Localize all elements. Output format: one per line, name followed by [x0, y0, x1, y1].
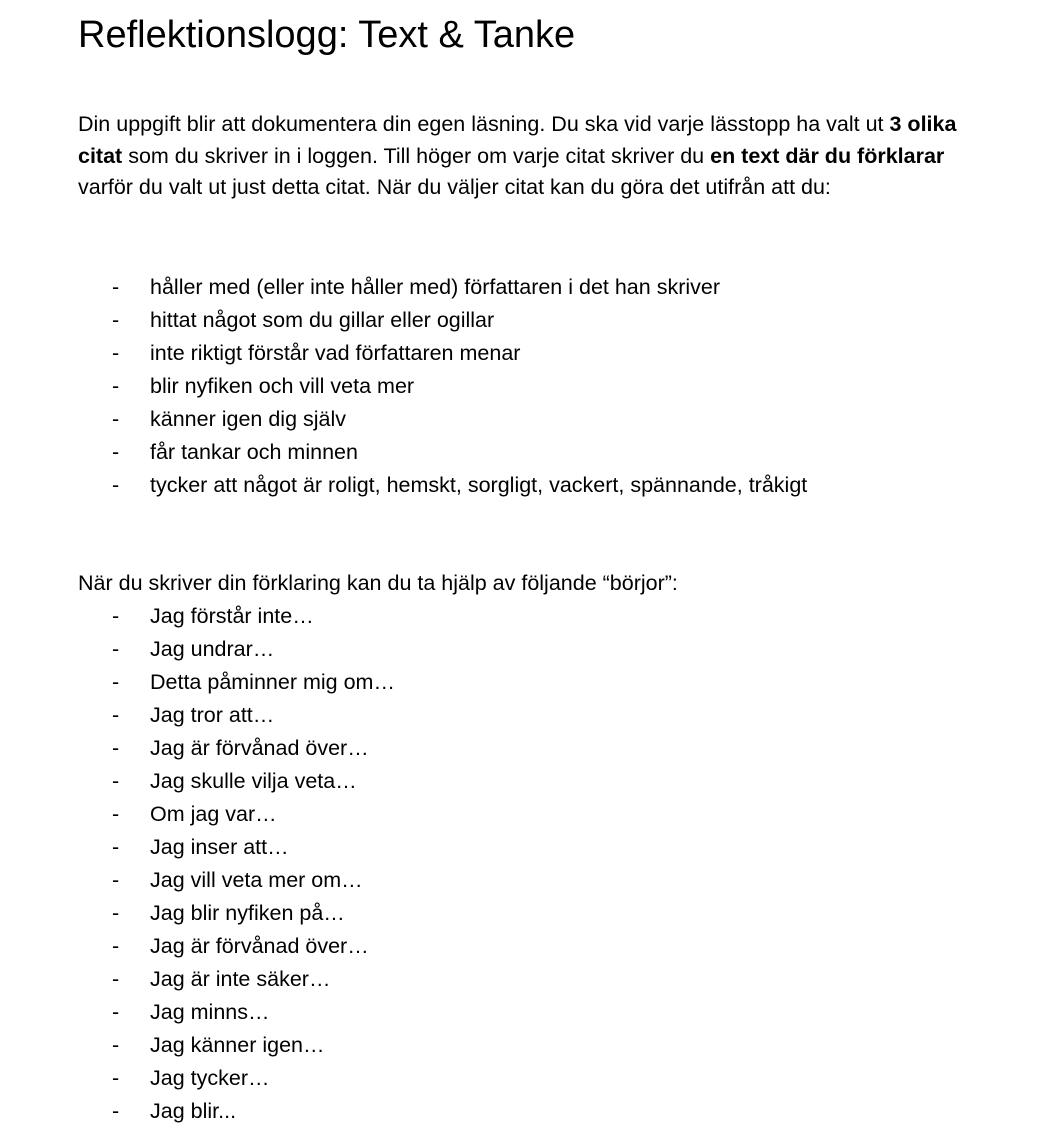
- list-bullet: -: [112, 604, 120, 628]
- reason-item-text: hittat något som du gillar eller ogillar: [150, 308, 495, 332]
- list-bullet: -: [112, 703, 120, 727]
- list-bullet: -: [112, 407, 120, 431]
- starter-item-text: Jag blir...: [150, 1099, 237, 1123]
- intro-paragraph: [78, 109, 988, 204]
- list-bullet: -: [112, 835, 120, 859]
- starter-item-text: Jag inser att…: [150, 835, 289, 859]
- intro-bold-citations: 3 olika citat: [78, 112, 957, 168]
- list-bullet: -: [112, 967, 120, 991]
- starter-item-text: Detta påminner mig om…: [150, 670, 395, 694]
- reason-item-text: får tankar och minnen: [150, 440, 358, 464]
- starter-item-text: Jag känner igen…: [150, 1033, 325, 1057]
- reason-item-text: inte riktigt förstår vad författaren menar: [150, 341, 521, 365]
- starter-item-text: Jag skulle vilja veta…: [150, 769, 357, 793]
- list-bullet: -: [112, 934, 120, 958]
- reason-item-text: håller med (eller inte håller med) författaren i det han skriver: [150, 275, 721, 299]
- starter-item-text: Jag undrar…: [150, 637, 275, 661]
- starter-item-text: Om jag var…: [150, 802, 277, 826]
- list-bullet: -: [112, 901, 120, 925]
- intro-text-2: som du skriver in i loggen. Till höger om varje citat skriver du: [122, 143, 711, 168]
- list-bullet: -: [112, 769, 120, 793]
- list-bullet: -: [112, 308, 120, 332]
- intro-text-3: varför du valt ut just detta citat. När du väljer citat kan du göra det utifrån att du:: [78, 175, 831, 199]
- starter-item-text: Jag tror att…: [150, 703, 275, 727]
- list-bullet: -: [112, 736, 120, 760]
- intro-bold-explanation: en text där du förklarar: [710, 143, 945, 168]
- list-bullet: -: [112, 473, 120, 497]
- starter-item-text: Jag blir nyfiken på…: [150, 901, 345, 925]
- starter-item-text: Jag förstår inte…: [150, 604, 314, 628]
- starter-item-text: Jag är inte säker…: [150, 967, 331, 991]
- starter-item-text: Jag är förvånad över…: [150, 934, 369, 958]
- document-title: Reflektionslogg: Text & Tanke: [78, 14, 576, 56]
- list-bullet: -: [112, 802, 120, 826]
- list-bullet: -: [112, 374, 120, 398]
- starter-item-text: Jag är förvånad över…: [150, 736, 369, 760]
- list-bullet: -: [112, 637, 120, 661]
- list-bullet: -: [112, 1066, 120, 1090]
- starter-item-text: Jag tycker…: [150, 1066, 270, 1090]
- list-bullet: -: [112, 1000, 120, 1024]
- list-bullet: -: [112, 275, 120, 299]
- reason-item-text: blir nyfiken och vill veta mer: [150, 374, 415, 398]
- list-bullet: -: [112, 1033, 120, 1057]
- starter-item-text: Jag minns…: [150, 1000, 270, 1024]
- starters-intro: När du skriver din förklaring kan du ta hjälp av följande “börjor”:: [78, 571, 678, 595]
- list-bullet: -: [112, 341, 120, 365]
- reason-item-text: känner igen dig själv: [150, 407, 347, 431]
- intro-text-1: Din uppgift blir att dokumentera din egen läsning. Du ska vid varje lässtopp ha valt ut: [78, 112, 890, 136]
- reason-item-text: tycker att något är roligt, hemskt, sorgligt, vackert, spännande, tråkigt: [150, 473, 808, 497]
- list-bullet: -: [112, 868, 120, 892]
- list-bullet: -: [112, 440, 120, 464]
- list-bullet: -: [112, 1099, 120, 1123]
- starter-item-text: Jag vill veta mer om…: [150, 868, 363, 892]
- list-bullet: -: [112, 670, 120, 694]
